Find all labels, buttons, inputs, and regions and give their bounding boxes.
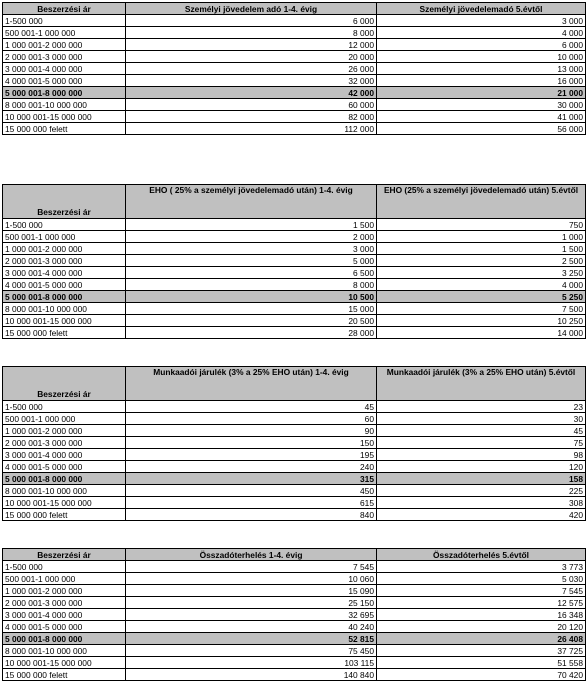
value-cell: 103 115 <box>126 657 377 669</box>
value-cell: 15 000 <box>126 303 377 315</box>
value-cell: 45 <box>377 425 586 437</box>
price-range-cell: 4 000 001-5 000 000 <box>3 75 126 87</box>
highlighted-row <box>3 473 586 485</box>
value-cell: 3 000 <box>126 243 377 255</box>
price-range-cell: 2 000 001-3 000 000 <box>3 597 126 609</box>
value-cell: 25 150 <box>126 597 377 609</box>
value-cell: 32 000 <box>126 75 377 87</box>
value-cell: 32 695 <box>126 609 377 621</box>
header-years-1-4: Munkaadói járulék (3% a 25% EHO után) 1-4. évig <box>126 367 377 401</box>
value-cell: 15 090 <box>126 585 377 597</box>
value-cell: 450 <box>126 485 377 497</box>
table-row <box>3 267 586 279</box>
value-cell: 6 000 <box>126 15 377 27</box>
table-row <box>3 509 586 521</box>
price-range-cell: 15 000 000 felett <box>3 327 126 339</box>
table-row <box>3 243 586 255</box>
price-range-cell: 8 000 001-10 000 000 <box>3 99 126 111</box>
table-row <box>3 645 586 657</box>
price-range-cell: 4 000 001-5 000 000 <box>3 279 126 291</box>
value-cell: 840 <box>126 509 377 521</box>
table-row <box>3 413 586 425</box>
value-cell: 51 558 <box>377 657 586 669</box>
table-row <box>3 27 586 39</box>
value-cell: 615 <box>126 497 377 509</box>
table-row <box>3 99 586 111</box>
price-range-cell: 15 000 000 felett <box>3 509 126 521</box>
value-cell: 75 450 <box>126 645 377 657</box>
value-cell: 4 000 <box>377 279 586 291</box>
table-row <box>3 573 586 585</box>
header-year-5-on: Összadóterhelés 5.évtől <box>377 549 586 561</box>
tax-table-szja <box>2 2 586 135</box>
value-cell: 10 250 <box>377 315 586 327</box>
header-year-5-on: Személyi jövedelemadó 5.évtől <box>377 3 586 15</box>
table-row <box>3 51 586 63</box>
table-row <box>3 219 586 231</box>
table-row <box>3 315 586 327</box>
price-range-cell: 3 000 001-4 000 000 <box>3 609 126 621</box>
header-years-1-4: Összadóterhelés 1-4. évig <box>126 549 377 561</box>
value-cell: 40 240 <box>126 621 377 633</box>
header-purchase-price: Beszerzési ár <box>3 3 126 15</box>
value-cell: 5 030 <box>377 573 586 585</box>
value-cell: 12 000 <box>126 39 377 51</box>
table-row <box>3 327 586 339</box>
value-cell: 8 000 <box>126 279 377 291</box>
value-cell: 112 000 <box>126 123 377 135</box>
value-cell: 21 000 <box>377 87 586 99</box>
value-cell: 420 <box>377 509 586 521</box>
table-row <box>3 255 586 267</box>
value-cell: 7 545 <box>377 585 586 597</box>
table-row <box>3 401 586 413</box>
value-cell: 14 000 <box>377 327 586 339</box>
header-purchase-price: Beszerzési ár <box>3 367 126 401</box>
table-header-row <box>3 549 586 561</box>
value-cell: 315 <box>126 473 377 485</box>
tax-table-munkaadoi <box>2 366 586 521</box>
header-purchase-price: Beszerzési ár <box>3 549 126 561</box>
header-year-5-on: EHO (25% a személyi jövedelemadó után) 5.évtől <box>377 185 586 219</box>
header-years-1-4: EHO ( 25% a személyi jövedelemadó után) 1-4. évig <box>126 185 377 219</box>
value-cell: 2 000 <box>126 231 377 243</box>
value-cell: 98 <box>377 449 586 461</box>
value-cell: 3 250 <box>377 267 586 279</box>
price-range-cell: 1-500 000 <box>3 401 126 413</box>
value-cell: 70 420 <box>377 669 586 681</box>
highlighted-row <box>3 633 586 645</box>
value-cell: 1 500 <box>377 243 586 255</box>
value-cell: 37 725 <box>377 645 586 657</box>
table-row <box>3 497 586 509</box>
header-years-1-4: Személyi jövedelem adó 1-4. évig <box>126 3 377 15</box>
price-range-cell: 1 000 001-2 000 000 <box>3 425 126 437</box>
value-cell: 45 <box>126 401 377 413</box>
table-row <box>3 231 586 243</box>
table-row <box>3 609 586 621</box>
table-row <box>3 303 586 315</box>
price-range-cell: 4 000 001-5 000 000 <box>3 621 126 633</box>
price-range-cell: 8 000 001-10 000 000 <box>3 485 126 497</box>
value-cell: 12 575 <box>377 597 586 609</box>
value-cell: 75 <box>377 437 586 449</box>
price-range-cell: 1 000 001-2 000 000 <box>3 39 126 51</box>
value-cell: 5 000 <box>126 255 377 267</box>
value-cell: 140 840 <box>126 669 377 681</box>
price-range-cell: 3 000 001-4 000 000 <box>3 63 126 75</box>
value-cell: 308 <box>377 497 586 509</box>
value-cell: 41 000 <box>377 111 586 123</box>
price-range-cell: 10 000 001-15 000 000 <box>3 497 126 509</box>
price-range-cell: 10 000 001-15 000 000 <box>3 111 126 123</box>
price-range-cell: 1-500 000 <box>3 561 126 573</box>
value-cell: 6 500 <box>126 267 377 279</box>
price-range-cell: 500 001-1 000 000 <box>3 413 126 425</box>
header-year-5-on: Munkaadói járulék (3% a 25% EHO után) 5.évtől <box>377 367 586 401</box>
value-cell: 5 250 <box>377 291 586 303</box>
value-cell: 16 348 <box>377 609 586 621</box>
price-range-cell: 1 000 001-2 000 000 <box>3 243 126 255</box>
table-row <box>3 279 586 291</box>
value-cell: 60 000 <box>126 99 377 111</box>
price-range-cell: 8 000 001-10 000 000 <box>3 303 126 315</box>
table-row <box>3 425 586 437</box>
table-row <box>3 15 586 27</box>
price-range-cell: 500 001-1 000 000 <box>3 231 126 243</box>
value-cell: 90 <box>126 425 377 437</box>
price-range-cell: 5 000 001-8 000 000 <box>3 633 126 645</box>
price-range-cell: 5 000 001-8 000 000 <box>3 291 126 303</box>
value-cell: 20 500 <box>126 315 377 327</box>
header-purchase-price: Beszerzési ár <box>3 185 126 219</box>
table-row <box>3 621 586 633</box>
value-cell: 7 545 <box>126 561 377 573</box>
table-row <box>3 561 586 573</box>
table-row <box>3 449 586 461</box>
table-row <box>3 111 586 123</box>
table-row <box>3 123 586 135</box>
value-cell: 10 060 <box>126 573 377 585</box>
price-range-cell: 3 000 001-4 000 000 <box>3 449 126 461</box>
value-cell: 23 <box>377 401 586 413</box>
price-range-cell: 2 000 001-3 000 000 <box>3 255 126 267</box>
price-range-cell: 1-500 000 <box>3 15 126 27</box>
table-row <box>3 39 586 51</box>
value-cell: 30 000 <box>377 99 586 111</box>
price-range-cell: 1-500 000 <box>3 219 126 231</box>
table-row <box>3 669 586 681</box>
table-row <box>3 75 586 87</box>
value-cell: 120 <box>377 461 586 473</box>
value-cell: 225 <box>377 485 586 497</box>
value-cell: 2 500 <box>377 255 586 267</box>
table-row <box>3 485 586 497</box>
value-cell: 240 <box>126 461 377 473</box>
value-cell: 6 000 <box>377 39 586 51</box>
value-cell: 150 <box>126 437 377 449</box>
price-range-cell: 500 001-1 000 000 <box>3 27 126 39</box>
value-cell: 3 773 <box>377 561 586 573</box>
value-cell: 158 <box>377 473 586 485</box>
value-cell: 4 000 <box>377 27 586 39</box>
price-range-cell: 2 000 001-3 000 000 <box>3 437 126 449</box>
value-cell: 750 <box>377 219 586 231</box>
value-cell: 28 000 <box>126 327 377 339</box>
price-range-cell: 10 000 001-15 000 000 <box>3 315 126 327</box>
value-cell: 82 000 <box>126 111 377 123</box>
value-cell: 8 000 <box>126 27 377 39</box>
table-row <box>3 657 586 669</box>
price-range-cell: 500 001-1 000 000 <box>3 573 126 585</box>
price-range-cell: 5 000 001-8 000 000 <box>3 473 126 485</box>
value-cell: 7 500 <box>377 303 586 315</box>
value-cell: 42 000 <box>126 87 377 99</box>
value-cell: 20 120 <box>377 621 586 633</box>
table-row <box>3 585 586 597</box>
price-range-cell: 15 000 000 felett <box>3 123 126 135</box>
value-cell: 26 000 <box>126 63 377 75</box>
price-range-cell: 5 000 001-8 000 000 <box>3 87 126 99</box>
value-cell: 20 000 <box>126 51 377 63</box>
table-header-row <box>3 3 586 15</box>
value-cell: 1 000 <box>377 231 586 243</box>
table-row <box>3 461 586 473</box>
price-range-cell: 3 000 001-4 000 000 <box>3 267 126 279</box>
price-range-cell: 1 000 001-2 000 000 <box>3 585 126 597</box>
highlighted-row <box>3 87 586 99</box>
table-row <box>3 597 586 609</box>
tax-table-eho <box>2 184 586 339</box>
value-cell: 3 000 <box>377 15 586 27</box>
price-range-cell: 10 000 001-15 000 000 <box>3 657 126 669</box>
price-range-cell: 8 000 001-10 000 000 <box>3 645 126 657</box>
price-range-cell: 2 000 001-3 000 000 <box>3 51 126 63</box>
value-cell: 30 <box>377 413 586 425</box>
table-header-row <box>3 185 586 219</box>
highlighted-row <box>3 291 586 303</box>
value-cell: 60 <box>126 413 377 425</box>
value-cell: 52 815 <box>126 633 377 645</box>
table-row <box>3 63 586 75</box>
value-cell: 13 000 <box>377 63 586 75</box>
value-cell: 10 500 <box>126 291 377 303</box>
price-range-cell: 15 000 000 felett <box>3 669 126 681</box>
table-row <box>3 437 586 449</box>
value-cell: 56 000 <box>377 123 586 135</box>
value-cell: 10 000 <box>377 51 586 63</box>
value-cell: 16 000 <box>377 75 586 87</box>
value-cell: 26 408 <box>377 633 586 645</box>
value-cell: 1 500 <box>126 219 377 231</box>
table-header-row <box>3 367 586 401</box>
value-cell: 195 <box>126 449 377 461</box>
tax-table-total <box>2 548 586 681</box>
price-range-cell: 4 000 001-5 000 000 <box>3 461 126 473</box>
